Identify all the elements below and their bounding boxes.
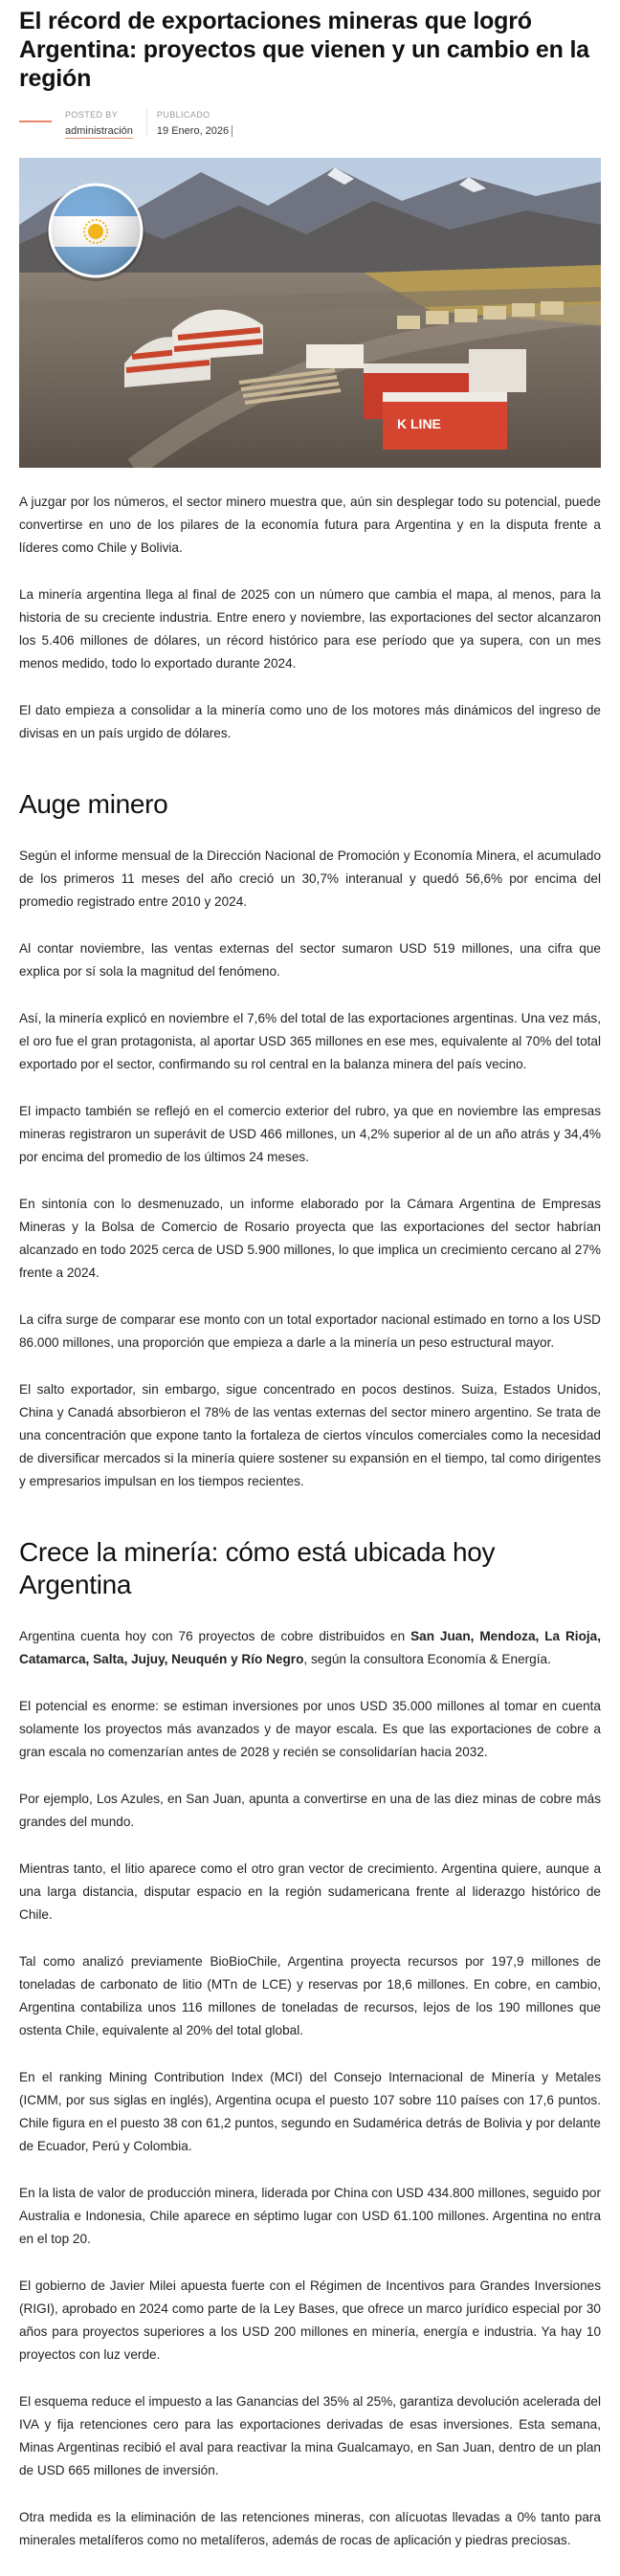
body-paragraph: El gobierno de Javier Milei apuesta fuerte con el Régimen de Incentivos para Grandes Inversiones (RIGI), aprobado en 2024 como parte de la Ley Bases, que ofrece un marco jurídico especial por 30 años para proyectos superiores a los USD 200 millones en minería, energía e industria. Ya hay 10 proyectos con luz verde. bbox=[19, 2279, 601, 2362]
body-paragraph: Al contar noviembre, las ventas externas del sector sumaron USD 519 millones, una cifra que explica por sí sola la magnitud del fenómeno. bbox=[19, 941, 601, 979]
article-meta bbox=[19, 108, 601, 139]
section-heading-auge-minero: Auge minero bbox=[19, 789, 168, 819]
published-label: PUBLICADO bbox=[156, 110, 210, 120]
container-logo: K LINE bbox=[397, 416, 441, 431]
intro-paragraph: La minería argentina llega al final de 2025 con un número que cambia el mapa, al menos, para la historia de su creciente industria. Entre enero y noviembre, las exportaciones del sector alcanzaron los 5.406 millones de dólares, un récord histórico para ese período que ya supera, con un mes menos medido, todo lo exportado durante 2024. bbox=[19, 587, 601, 671]
body-paragraph: En sintonía con lo desmenuzado, un informe elaborado por la Cámara Argentina de Empresas Mineras y la Bolsa de Comercio de Rosario proyecta que las exportaciones del sector habrían alcanzado en todo 2025 cerca de USD 5.900 millones, lo que implica un crecimiento cercano al 27% frente a 2024. bbox=[19, 1197, 601, 1280]
body-paragraph: Mientras tanto, el litio aparece como el otro gran vector de crecimiento. Argentina quiere, aunque a una larga distancia, disputar espacio en la región sudamericana frente al liderazgo histórico de Chile. bbox=[19, 1861, 601, 1922]
body-paragraph: En la lista de valor de producción minera, liderada por China con USD 434.800 millones, seguido por Australia e Indonesia, Chile aparece en séptimo lugar con USD 61.100 millones. Argentina no entra en el top 20. bbox=[19, 2186, 601, 2246]
accent-line bbox=[19, 121, 52, 122]
article-body bbox=[19, 491, 601, 2552]
body-paragraph: El impacto también se reflejó en el comercio exterior del rubro, ya que en noviembre las empresas mineras registraron un superávit de USD 466 millones, un 4,2% superior al de un año atrás y 34,4% por encima del promedio de los últimos 24 meses. bbox=[19, 1104, 601, 1164]
author-link[interactable]: administración bbox=[65, 125, 133, 137]
intro-paragraph: A juzgar por los números, el sector minero muestra que, aún sin desplegar todo su potencial, puede convertirse en uno de los pilares de la economía futura para Argentina y en la disputa frente a líderes como Chile y Bolivia. bbox=[19, 495, 601, 555]
article-container bbox=[19, 0, 601, 2576]
article-title: El récord de exportaciones mineras que logró Argentina: proyectos que vienen y un cambio en la región bbox=[19, 8, 589, 92]
body-paragraph-provinces bbox=[19, 1625, 601, 1671]
body-paragraph: Por ejemplo, Los Azules, en San Juan, apunta a convertirse en una de las diez minas de cobre más grandes del mundo. bbox=[19, 1792, 601, 1829]
posted-by-block bbox=[65, 108, 133, 138]
body-paragraph: Otra medida es la eliminación de las retenciones mineras, con alícuotas llevadas a 0% tanto para minerales metalíferos como no metalíferos, además de rocas de aplicación y piedras preciosas. bbox=[19, 2510, 601, 2547]
text-run: , según la consultora Economía & Energía. bbox=[303, 1652, 551, 1666]
provinces-bold: San Juan, Mendoza, La Rioja, Catamarca, Salta, Jujuy, Neuquén y Río Negro bbox=[19, 1629, 601, 1666]
text-run: Argentina cuenta hoy con 76 proyectos de cobre distribuidos en bbox=[19, 1629, 411, 1643]
mining-camp-photo bbox=[19, 158, 601, 468]
body-paragraph: En el ranking Mining Contribution Index (MCI) del Consejo Internacional de Minería y Metales (ICMM, por sus siglas en inglés), Argentina ocupa el puesto 107 sobre 110 países con 17,6 puntos. Chile figura en el puesto 38 con 61,2 puntos, segundo en Sudamérica detrás de Bolivia y por delante de Ecuador, Perú y Colombia. bbox=[19, 2070, 601, 2153]
section-heading-crece-mineria: Crece la minería: cómo está ubicada hoy Argentina bbox=[19, 1537, 496, 1599]
body-paragraph: El esquema reduce el impuesto a las Ganancias del 35% al 25%, garantiza devolución acelerada del IVA y fija retenciones cero para las exportaciones derivadas de esas inversiones. Esta semana, Minas Argentinas recibió el aval para reactivar la mina Gualcamayo, en San Juan, dentro de un plan de USD 665 millones de inversión. bbox=[19, 2394, 601, 2477]
hero-image bbox=[19, 158, 601, 468]
posted-by-label: POSTED BY bbox=[65, 110, 119, 120]
body-paragraph: La cifra surge de comparar ese monto con un total exportador nacional estimado en torno a los USD 86.000 millones, una proporción que empieza a darle a la minería un peso estructural mayor. bbox=[19, 1312, 601, 1350]
publish-date: 19 Enero, 2026 bbox=[156, 125, 230, 137]
body-paragraph: Tal como analizó previamente BioBioChile, Argentina proyecta recursos por 197,9 millones de toneladas de carbonato de litio (MTn de LCE) y reservas por 18,6 millones. En cobre, en cambio, Argentina contabiliza unos 116 millones de toneladas de recursos, lejos de los 190 millones que ostenta Chile, equivalente al 20% del total global. bbox=[19, 1954, 601, 2037]
body-paragraph: Así, la minería explicó en noviembre el 7,6% del total de las exportaciones argentinas. Una vez más, el oro fue el gran protagonista, al aportar USD 365 millones en ese mes, equivalente al 70% del total exportado por el sector, confirmando su rol central en la balanza minera del país vecino. bbox=[19, 1011, 601, 1071]
body-paragraph: El potencial es enorme: se estiman inversiones por unos USD 35.000 millones al tomar en cuenta solamente los proyectos más avanzados y de mayor escala. Es que las exportaciones de cobre a gran escala no comenzarían antes de 2028 y recién se consolidarían hacia 2032. bbox=[19, 1699, 601, 1759]
body-paragraph: Según el informe mensual de la Dirección Nacional de Promoción y Economía Minera, el acumulado de los primeros 11 meses del año creció un 30,7% interanual y quedó 56,6% por encima del promedio registrado entre 2010 y 2024. bbox=[19, 848, 601, 909]
published-block bbox=[157, 108, 232, 138]
meta-divider bbox=[146, 108, 147, 137]
intro-paragraph: El dato empieza a consolidar a la minería como uno de los motores más dinámicos del ingreso de divisas en un país urgido de dólares. bbox=[19, 703, 601, 740]
body-paragraph: El salto exportador, sin embargo, sigue concentrado en pocos destinos. Suiza, Estados Unidos, China y Canadá absorbieron el 78% de las ventas externas del sector minero argentino. Se trata de una concentración que expone tanto la fortaleza de ciertos vínculos comerciales como la necesidad de diversificar mercados si la minería quiere sostener su expansión en el tiempo, tal como dirigentes y empresarios impulsan en los tiempos recientes. bbox=[19, 1382, 601, 1488]
argentina-flag-icon bbox=[47, 184, 144, 281]
